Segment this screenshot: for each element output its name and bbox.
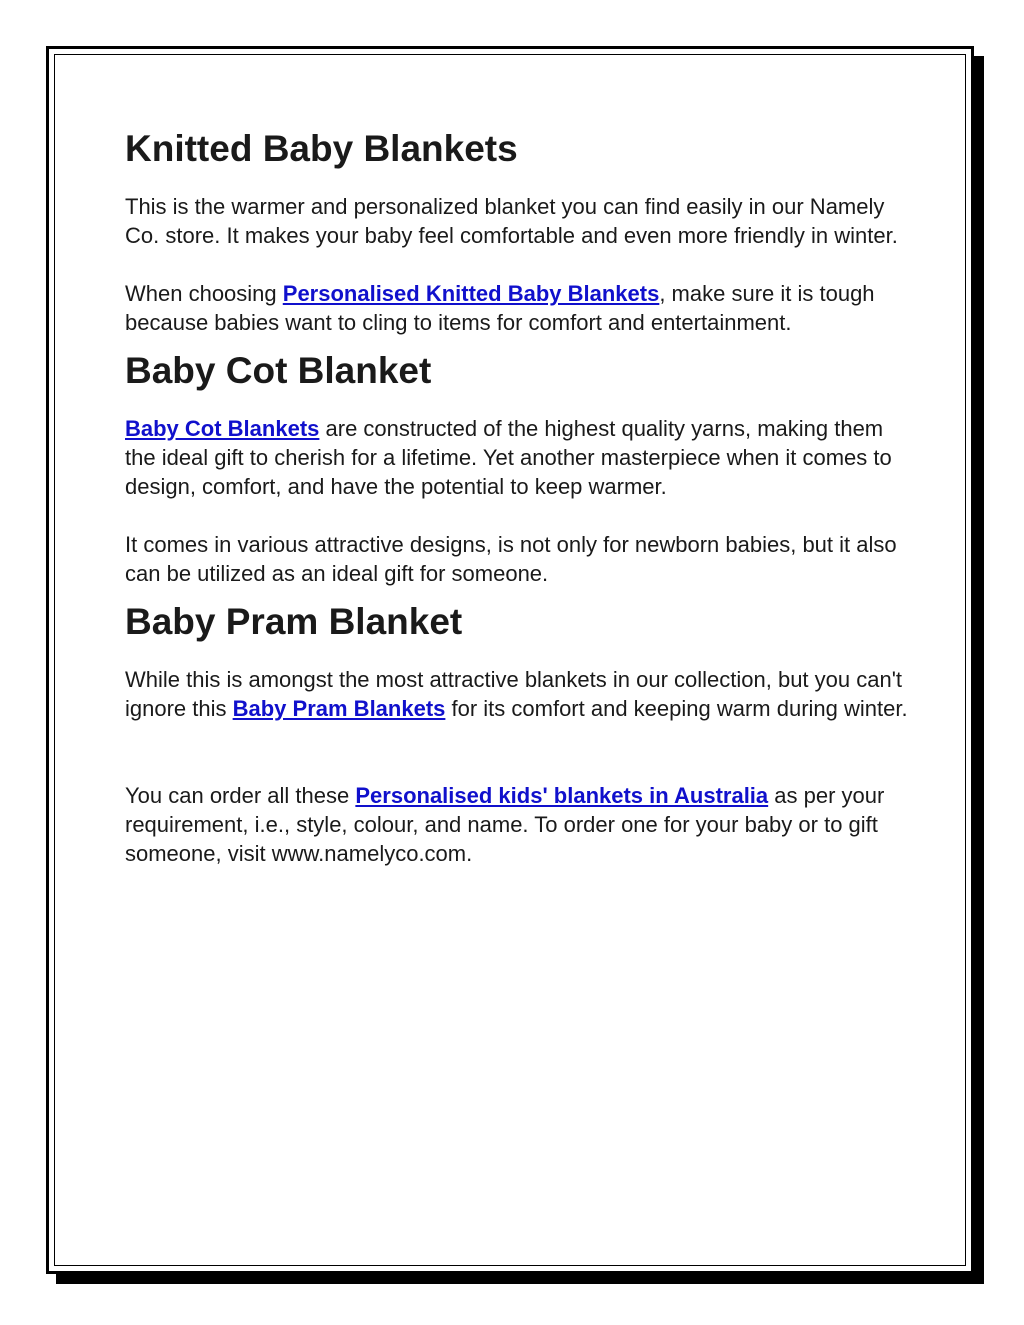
paragraph-cot-designs: It comes in various attractive designs, is not only for newborn babies, but it also can be utilized as an ideal gift for someone. — [125, 532, 897, 586]
paragraph-text: for its comfort and keeping warm during winter. — [445, 696, 908, 721]
link-baby-cot-blankets[interactable]: Baby Cot Blankets — [125, 416, 320, 441]
heading-knitted-baby-blankets: Knitted Baby Blankets — [125, 128, 518, 169]
paragraph-text: When choosing — [125, 281, 283, 306]
link-personalised-kids-blankets-australia[interactable]: Personalised kids' blankets in Australia — [355, 783, 769, 808]
link-baby-pram-blankets[interactable]: Baby Pram Blankets — [232, 696, 446, 721]
paragraph-text: are constructed of the highest quality yarns, making them the ideal gift to cherish for a lifetime. Yet another masterpiece when it comes to design, comfort, and have the potential to keep warmer. — [125, 416, 892, 499]
heading-baby-pram-blanket: Baby Pram Blanket — [125, 601, 463, 642]
paragraph-pram-intro — [125, 665, 915, 723]
paragraph-text: as per your requirement, i.e., style, colour, and name. To order one for your baby or to gift someone, visit www.namelyco.com. — [125, 783, 885, 866]
paragraph-knitted-intro: This is the warmer and personalized blanket you can find easily in our Namely Co. store. It makes your baby feel comfortable and even more friendly in winter. — [125, 194, 898, 248]
heading-baby-cot-blanket: Baby Cot Blanket — [125, 350, 432, 391]
paragraph-knitted-choosing — [125, 279, 915, 337]
page-border-inner — [54, 54, 966, 1266]
paragraph-text: While this is amongst the most attractive blankets in our collection, but you can't ignore this — [125, 667, 903, 721]
link-personalised-knitted-baby-blankets[interactable]: Personalised Knitted Baby Blankets — [282, 281, 660, 306]
paragraph-order — [125, 781, 915, 868]
document-content — [125, 127, 915, 868]
page-border-outer — [46, 46, 974, 1274]
paragraph-text: You can order all these — [125, 783, 356, 808]
paragraph-text: , make sure it is tough because babies want to cling to items for comfort and entertainment. — [125, 281, 875, 335]
paragraph-cot-intro — [125, 414, 915, 501]
